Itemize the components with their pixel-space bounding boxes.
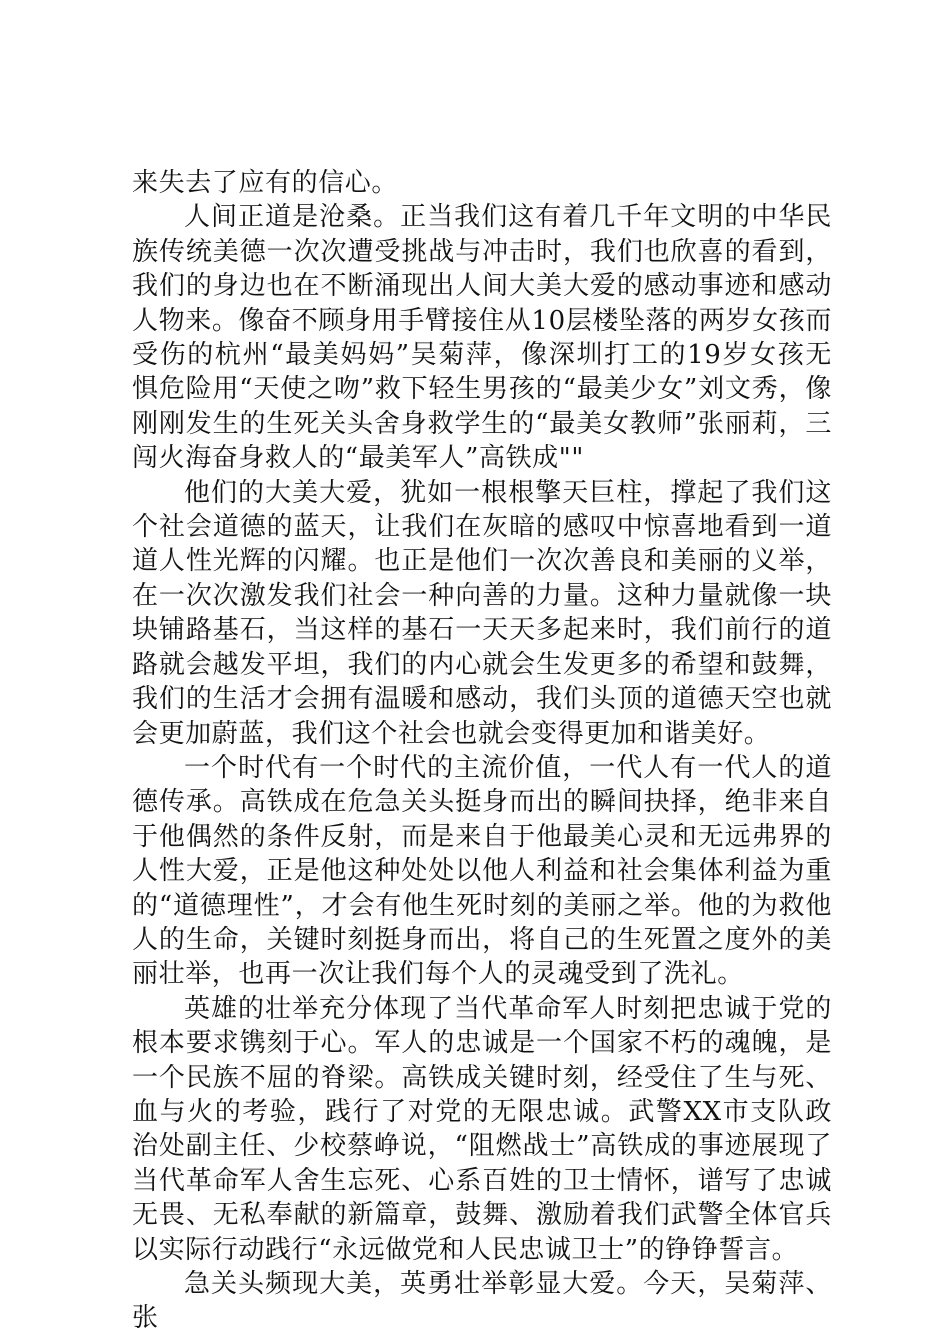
paragraph: 人间正道是沧桑。正当我们这有着几千年文明的中华民族传统美德一次次遭受挑战与冲击时，我们也欣喜的看到，我们的身边也在不断涌现出人间大美大爱的感动事迹和感动人物来。像奋不顾身用手臂接住从10层楼坠落的两岁女孩而受伤的杭州“最美妈妈”吴菊萍，像深圳打工的19岁女孩无惧危险用“天使之吻”救下轻生男孩的“最美少女”刘文秀，像刚刚发生的生死关头舍身救学生的“最美女教师”张丽莉，三闯火海奋身救人的“最美军人”高铁成""	[132, 202, 832, 474]
paragraph: 英雄的壮举充分体现了当代革命军人时刻把忠诚于党的根本要求镌刻于心。军人的忠诚是一个国家不朽的魂魄，是一个民族不屈的脊梁。高铁成关键时刻，经受住了生与死、血与火的考验，践行了对党的无限忠诚。武警XX市支队政治处副主任、少校蔡峥说，“阻燃战士”高铁成的事迹展现了当代革命军人舍生忘死、心系百姓的卫士情怀，谱写了忠诚无畏、无私奉献的新篇章，鼓舞、激励着我们武警全体官兵以实际行动践行“永远做党和人民忠诚卫士”的铮铮誓言。	[132, 993, 832, 1265]
body-text	[132, 166, 832, 1336]
paragraph-continuation: 来失去了应有的信心。	[132, 168, 399, 198]
paragraph: 他们的大美大爱，犹如一根根擎天巨柱，撑起了我们这个社会道德的蓝天，让我们在灰暗的感叹中惊喜地看到一道道人性光辉的闪耀。也正是他们一次次善良和美丽的义举，在一次次激发我们社会一种向善的力量。这种力量就像一块块铺路基石，当这样的基石一天天多起来时，我们前行的道路就会越发平坦，我们的内心就会生发更多的希望和鼓舞，我们的生活才会拥有温暖和感动，我们头顶的道德天空也就会更加蔚蓝，我们这个社会也就会变得更加和谐美好。	[132, 477, 832, 749]
paragraph: 一个时代有一个时代的主流价值，一代人有一代人的道德传承。高铁成在危急关头挺身而出的瞬间抉择，绝非来自于他偶然的条件反射，而是来自于他最美心灵和无远弗界的人性大爱，正是他这种处处以他人利益和社会集体利益为重的“道德理性”，才会有他生死时刻的美丽之举。他的为救他人的生命，关键时刻挺身而出，将自己的生死置之度外的美丽壮举，也再一次让我们每个人的灵魂受到了洗礼。	[132, 752, 832, 990]
paragraph: 急关头频现大美，英勇壮举彰显大爱。今天，吴菊萍、张	[132, 1269, 832, 1334]
